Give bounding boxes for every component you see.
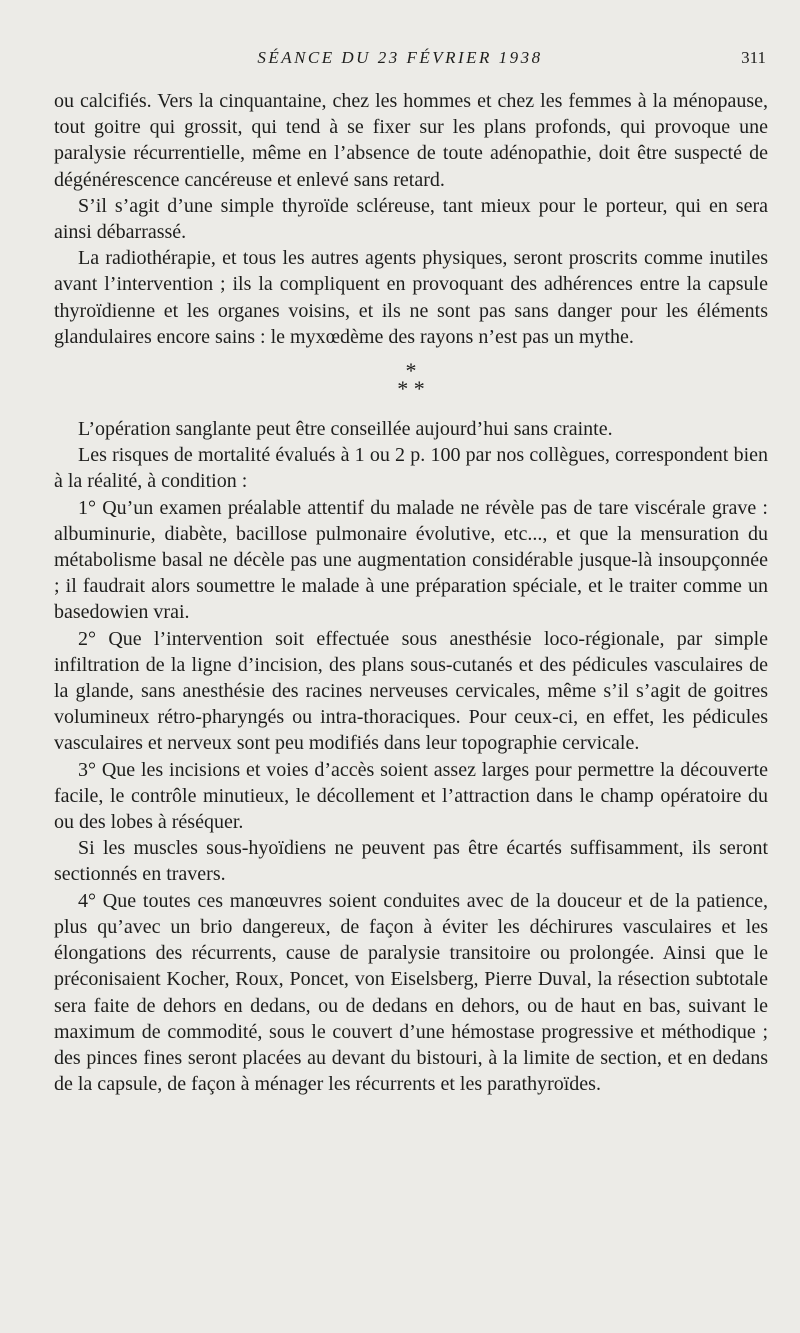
separator-asterisk-top: * — [405, 358, 417, 384]
running-head — [0, 0, 800, 80]
paragraph: Si les muscles sous-hyoïdiens ne peuvent pas être écartés suffisamment, ils seront sectionnés en travers. — [54, 837, 768, 886]
paragraph: L’opération sanglante peut être conseillée aujourd’hui sans crainte. — [78, 418, 613, 441]
paragraph: 3° Que les incisions et voies d’accès soient assez larges pour permettre la découverte facile, le contrôle minutieux, le décollement et l’attraction dans le champ opératoire du ou des lobes à réséquer. — [54, 758, 768, 834]
page-number: 311 — [741, 48, 766, 67]
paragraph: 2° Que l’intervention soit effectuée sous anesthésie loco-régionale, par simple infiltration de la ligne d’incision, des plans sous-cutanés et des pédicules vasculaires de la glande, sans anesthésie des racines nerveuses cervicales, même s’il s’agit de goitres volumineux rétro-pharyngés ou intra-thoraciques. Pour ceux-ci, en effet, les pédicules vasculaires et nerveux sont peu modifiés dans leur topographie cervicale. — [54, 627, 768, 755]
body-text — [54, 88, 768, 1097]
paragraph: La radiothérapie, et tous les autres agents physiques, seront proscrits comme inutiles avant l’intervention ; ils la compliquent en provoquant des adhérences entre la capsule thyroïdienne et les organes voisins, et ils ne sont pas sans danger pour les éléments glandulaires encore sains : le myxœdème des rayons n’est pas un mythe. — [54, 247, 768, 348]
paragraph: ou calcifiés. Vers la cinquantaine, chez les hommes et chez les femmes à la ménopause, tout goitre qui grossit, qui tend à se fixer sur les plans profonds, qui provoque une paralysie récurrentielle, même en l’absence de toute adénopathie, doit être suspecté de dégénérescence cancéreuse et enlevé sans retard. — [54, 90, 768, 191]
paragraph: Les risques de mortalité évalués à 1 ou 2 p. 100 par nos collègues, correspondent bien à la réalité, à condition : — [54, 444, 768, 493]
paragraph: 1° Qu’un examen préalable attentif du malade ne révèle pas de tare viscérale grave : albuminurie, diabète, bacillose pulmonaire évolutive, etc..., et que la mensuration du métabolisme basal ne décèle pas une augmentation considérable jusque-là insoupçonnée ; il faudrait alors soumettre le malade à une préparation spéciale, et le traiter comme un basedowien vrai. — [54, 496, 768, 624]
paragraph: 4° Que toutes ces manœuvres soient conduites avec de la douceur et de la patience, plus qu’avec un brio dangereux, de façon à éviter les déchirures vasculaires et les élongations des récurrents, cause de paralysie transitoire ou prolongée. Ainsi que le préconisaient Kocher, Roux, Poncet, von Eiselsberg, Pierre Duval, la résection subtotale sera faite de dehors en dedans, ou de dedans en dehors, ou de haut en bas, suivant le maximum de commodité, sous le couvert d’une hémostase progressive et méthodique ; des pinces fines seront placées au devant du bistouri, à la limite de section, et en dedans de la capsule, de façon à ménager les récurrents et les parathyroïdes. — [54, 889, 768, 1096]
separator-asterisks-bottom: * * — [397, 376, 425, 402]
running-title: SÉANCE DU 23 FÉVRIER 1938 — [257, 48, 543, 67]
paragraph: S’il s’agit d’une simple thyroïde scléreuse, tant mieux pour le porteur, qui en sera ainsi débarrassé. — [54, 194, 768, 244]
section-separator — [54, 358, 768, 412]
